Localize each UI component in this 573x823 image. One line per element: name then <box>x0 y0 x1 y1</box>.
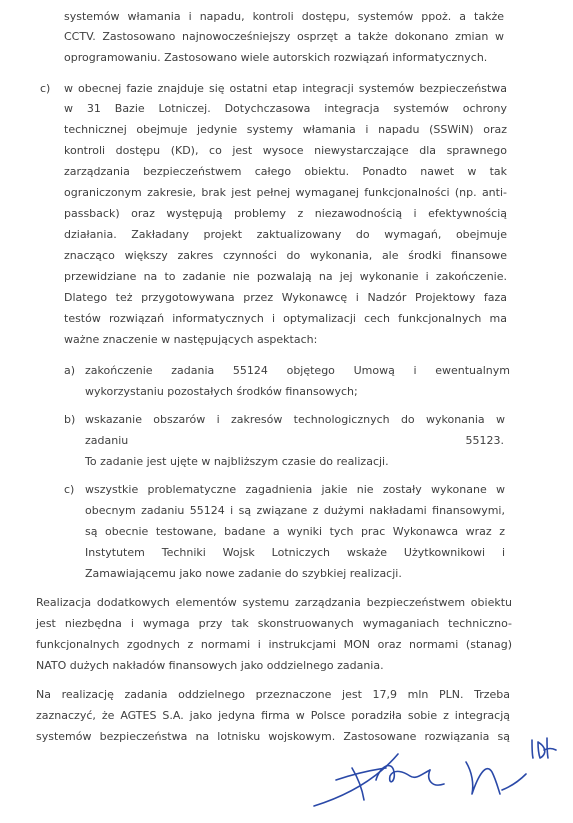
text-line: działania. Zakładany projekt zaktualizowany do wymagań, obejmuje <box>64 228 507 241</box>
text-line: ważne znaczenie w następujących aspektach: <box>64 333 318 346</box>
signature-stroke <box>544 738 556 758</box>
text-line: zakończenie zadania 55124 objętego Umową i ewentualnym <box>85 364 510 377</box>
signature-stroke <box>376 766 430 782</box>
text-line: To zadanie jest ujęte w najbliższym czasie do realizacji. <box>85 455 389 468</box>
signature-stroke <box>532 740 533 758</box>
text-line: CCTV. Zastosowano najnowocześniejszy osprzęt a także dokonano zmian w <box>64 30 504 43</box>
list-marker-b: b) <box>64 413 76 426</box>
text-line: wskazanie obszarów i zakresów technologicznych do wykonania w <box>85 413 505 426</box>
text-line: passback) oraz występują problemy z niezawodnością i efektywnością <box>64 207 507 220</box>
signature-stroke <box>429 770 444 785</box>
text-line: Na realizację zadania oddzielnego przeznaczone jest 17,9 mln PLN. Trzeba <box>36 688 510 701</box>
text-line: Instytutem Techniki Wojsk Lotniczych wskaże Użytkownikowi i <box>85 546 505 559</box>
text-line: kontroli dostępu (KD), co jest wysoce niewystarczające dla sprawnego <box>64 144 507 157</box>
signature-stroke <box>502 774 526 790</box>
signature-stroke <box>466 762 500 794</box>
text-line: oprogramowaniu. Zastosowano wiele autorskich rozwiązań informatycznych. <box>64 51 488 64</box>
text-line: wszystkie problematyczne zagadnienia jakie nie zostały wykonane w <box>85 483 505 496</box>
text-line: testów rozwiązań informatycznych i optymalizacji cech funkcjonalnych ma <box>64 312 507 325</box>
text-line: są obecnie testowane, badane a wyniki tych prac Wykonawca wraz z <box>85 525 505 538</box>
text-line: znacząco większy zakres czynności do wykonania, ale środki finansowe <box>64 249 507 262</box>
list-marker-c2: c) <box>64 483 75 496</box>
text-line: Zamawiającemu jako nowe zadanie do szybkiej realizacji. <box>85 567 402 580</box>
text-line: zaznaczyć, że AGTES S.A. jako jedyna firma w Polsce poradziła sobie z integracją <box>36 709 510 722</box>
text-line: Realizacja dodatkowych elementów systemu zarządzania bezpieczeństwem obiektu <box>36 596 512 609</box>
list-marker-a: a) <box>64 364 76 377</box>
text-line: systemów bezpieczeństwa na lotnisku wojskowym. Zastosowane rozwiązania są <box>36 730 510 743</box>
text-line: w 31 Bazie Lotniczej. Dotychczasowa integracja systemów ochrony <box>64 102 507 115</box>
text-line: Dlatego też przygotowywana przez Wykonawcę i Nadzór Projektowy faza <box>64 291 507 304</box>
text-line: technicznej obejmuje jedynie systemy włamania i napadu (SSWiN) oraz <box>64 123 507 136</box>
text-line: 55123. <box>465 434 504 447</box>
text-line: przewidziane na to zadanie nie pozwalają na jej wykonanie i zakończenie. <box>64 270 507 283</box>
list-marker-c: c) <box>40 82 51 95</box>
text-line: ograniczonym zakresie, brak jest pełnej wymaganej funkcjonalności (np. anti- <box>64 186 507 199</box>
text-line: systemów włamania i napadu, kontroli dostępu, systemów ppoż. a także <box>64 10 504 23</box>
text-line: zarządzania bezpieczeństwem całego obiektu. Ponadto nawet w tak <box>64 165 507 178</box>
text-line: funkcjonalnych zgodnych z normami i instrukcjami MON oraz normami (stanag) <box>36 638 512 651</box>
text-line: wykorzystaniu pozostałych środków finansowych; <box>85 385 358 398</box>
text-line: obecnym zadaniu 55124 i są związane z dużymi nakładami finansowymi, <box>85 504 505 517</box>
signature-stroke <box>314 754 398 806</box>
text-line: NATO dużych nakładów finansowych jako oddzielnego zadania. <box>36 659 384 672</box>
text-line: jest niezbędna i wymaga przy tak skonstruowanych wymaganiach techniczno- <box>36 617 512 630</box>
text-line: zadaniu <box>85 434 129 447</box>
text-line: w obecnej fazie znajduje się ostatni etap integracji systemów bezpieczeństwa <box>64 82 507 95</box>
handwritten-signature <box>306 728 562 808</box>
